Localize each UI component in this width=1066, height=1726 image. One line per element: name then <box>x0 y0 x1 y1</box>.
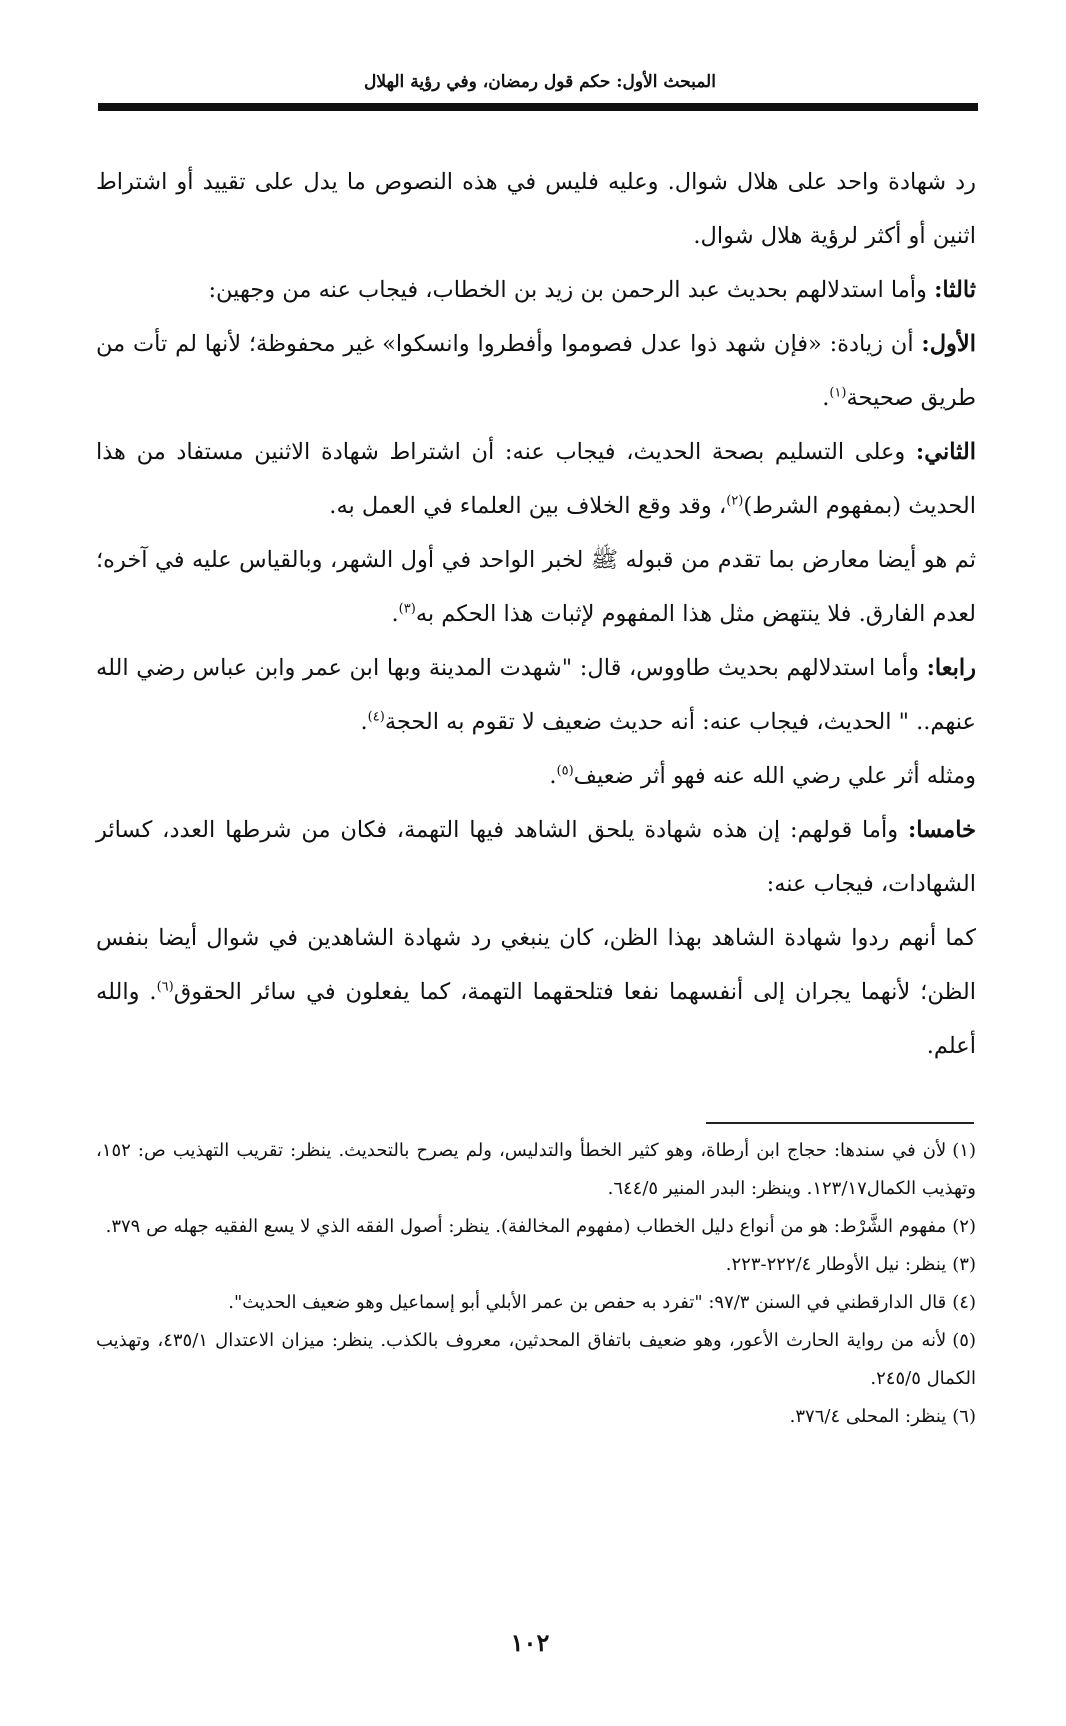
footnote-marker: (١) <box>952 1140 976 1161</box>
paragraph-5-text: ثم هو أيضا معارض بما تقدم من قبوله ﷺ لخبر الواحد في أول الشهر، وبالقياس عليه في آخره؛ لعدم الفارق. فلا ينتهض مثل هذا المفهوم لإثبات هذا الحكم به <box>96 547 976 627</box>
footnote-marker: (٢) <box>952 1216 976 1237</box>
footnote-ref-6[interactable]: (٦) <box>156 979 174 995</box>
paragraph-7-text: ومثله أثر علي رضي الله عنه فهو أثر ضعيف <box>573 763 976 789</box>
paragraph-6-end: . <box>360 709 368 735</box>
paragraph-6 <box>96 641 976 749</box>
paragraph-9-text: كما أنهم ردوا شهادة الشاهد بهذا الظن، كان ينبغي رد شهادة الشاهدين في شوال أيضا بنفس الظن؛ لأنهما يجران إلى أنفسهما نفعا فتلحقهما التهمة، كما يفعلون في سائر الحقوق <box>96 925 977 1005</box>
paragraph-9 <box>96 911 976 1073</box>
heading-rabian: رابعا: <box>926 655 976 681</box>
paragraph-6-text: وأما استدلالهم بحديث طاووس، قال: "شهدت المدينة وبها ابن عمر وابن عباس رضي الله عنهم.. " الحديث، فيجاب عنه: أنه حديث ضعيف لا تقوم به الحجة <box>96 655 976 735</box>
paragraph-7-end: . <box>549 763 557 789</box>
paragraph-3 <box>96 317 976 425</box>
main-text <box>96 155 976 1073</box>
heading-awwal: الأول: <box>921 331 976 357</box>
footnote-ref-5[interactable]: (٥) <box>556 763 574 779</box>
footnote <box>96 1208 976 1246</box>
paragraph-1 <box>96 155 976 263</box>
paragraph-9-end: . والله أعلم. <box>96 979 976 1059</box>
page-number: ١٠٢ <box>510 1628 550 1657</box>
footnote-marker: (٤) <box>952 1292 976 1313</box>
footnote-text: ينظر: المحلى ٣٧٦/٤. <box>789 1406 947 1427</box>
paragraph-2-text: وأما استدلالهم بحديث عبد الرحمن بن زيد بن الخطاب، فيجاب عنه من وجهين: <box>208 277 935 303</box>
paragraph-3-end: . <box>822 385 830 411</box>
footnote-ref-2[interactable]: (٢) <box>726 493 744 509</box>
paragraph-4-end: ، وقد وقع الخلاف بين العلماء في العمل به. <box>329 493 727 519</box>
footnote-ref-3[interactable]: (٣) <box>398 601 416 617</box>
footnote-separator <box>706 1122 974 1124</box>
footnote <box>96 1132 976 1208</box>
footnote-ref-4[interactable]: (٤) <box>367 709 385 725</box>
heading-khamisan: خامسا: <box>907 817 976 843</box>
footnote-text: لأنه من رواية الحارث الأعور، وهو ضعيف باتفاق المحدثين، معروف بالكذب. ينظر: ميزان الاعتدال ٤٣٥/١، وتهذيب الكمال ٢٤٥/٥. <box>96 1330 976 1389</box>
footnote-text: ينظر: نيل الأوطار ٢٢٢/٤-٢٢٣. <box>725 1254 947 1275</box>
footnote-marker: (٦) <box>952 1406 976 1427</box>
footnote-ref-1[interactable]: (١) <box>829 385 847 401</box>
footnote <box>96 1246 976 1284</box>
paragraph-4 <box>96 425 976 533</box>
footnote <box>96 1398 976 1436</box>
header-rule <box>98 103 978 111</box>
paragraph-7 <box>96 749 976 803</box>
footnote-text: لأن في سندها: حجاج ابن أرطاة، وهو كثير الخطأ والتدليس، ولم يصرح بالتحديث. ينظر: تقريب التهذيب ص: ١٥٢، وتهذيب الكمال١٢٣/١٧. وينظر: البدر المنير ٦٤٤/٥. <box>96 1140 976 1199</box>
paragraph-1-text: رد شهادة واحد على هلال شوال. وعليه فليس في هذه النصوص ما يدل على تقييد أو اشتراط اثنين أو أكثر لرؤية هلال شوال. <box>96 169 976 249</box>
footnote-marker: (٥) <box>952 1330 976 1351</box>
footnotes <box>96 1132 976 1436</box>
running-header: المبحث الأول: حكم قول رمضان، وفي رؤية الهلال <box>364 72 716 92</box>
paragraph-3-text: أن زيادة: «فإن شهد ذوا عدل فصوموا وأفطروا وانسكوا» غير محفوظة؛ لأنها لم تأت من طريق صحيحة <box>96 331 976 411</box>
paragraph-5-end: . <box>391 601 399 627</box>
footnote <box>96 1322 976 1398</box>
heading-thalithan: ثالثا: <box>934 277 976 303</box>
heading-thani: الثاني: <box>915 439 976 465</box>
footnote <box>96 1284 976 1322</box>
paragraph-8 <box>96 803 976 911</box>
paragraph-2 <box>96 263 976 317</box>
footnote-text: قال الدارقطني في السنن ٩٧/٣: "تفرد به حفص بن عمر الأبلي أبو إسماعيل وهو ضعيف الحديث". <box>228 1292 947 1313</box>
paragraph-5 <box>96 533 976 641</box>
paragraph-8-text: وأما قولهم: إن هذه شهادة يلحق الشاهد فيها التهمة، فكان من شرطها العدد، كسائر الشهادات، فيجاب عنه: <box>96 817 976 897</box>
footnote-marker: (٣) <box>952 1254 976 1275</box>
paragraph-4-text: وعلى التسليم بصحة الحديث، فيجاب عنه: أن اشتراط شهادة الاثنين مستفاد من هذا الحديث (بمفهوم الشرط) <box>96 439 976 519</box>
footnote-text: مفهوم الشَّرْط: هو من أنواع دليل الخطاب (مفهوم المخالفة). ينظر: أصول الفقه الذي لا يسع الفقيه جهله ص ٣٧٩. <box>105 1216 947 1237</box>
